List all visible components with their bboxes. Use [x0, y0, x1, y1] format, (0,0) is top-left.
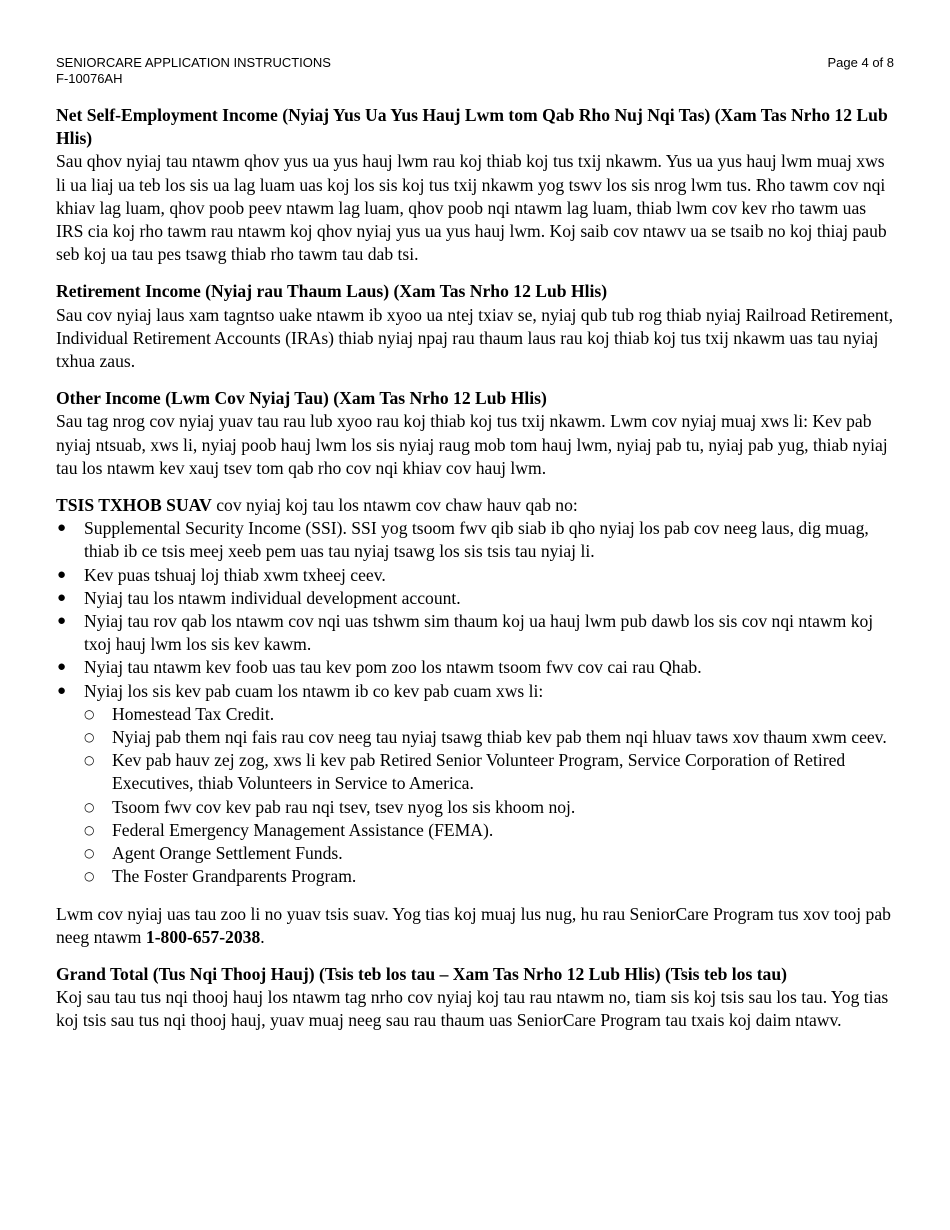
- sub-list-item-text: Agent Orange Settlement Funds.: [112, 843, 343, 864]
- self-employment-body: Sau qhov nyiaj tau ntawm qhov yus ua yus hauj lwm rau koj thiab koj tus txij nkawm. Yus ua yus hauj lwm muaj xws li ua liaj ua teb los sis ua lag luam uas koj los sis koj tus txij nkawm yog tswv los sis nrog lwm tus. Rho tawm cov nqi khiav lag luam, qhov poob peev ntawm lag luam, qhov poob nqi ntawm lag luam, thiab lwm cov kev rho tawm uas IRS cia koj rho tawm rau ntawm koj qhov nyiaj yus ua yus hauj lwm. Koj saib cov ntawv ua se tsaib no koj thiaj paub seb koj ua tau pes tsawg thiab rho tawm tau dab tsi.: [56, 151, 887, 265]
- list-item: [56, 656, 896, 679]
- list-item: [56, 587, 896, 610]
- circle-bullet-icon: ○: [84, 799, 95, 814]
- list-item: [56, 610, 896, 656]
- list-item-text: Nyiaj tau ntawm kev foob uas tau kev pom zoo los ntawm tsoom fwv cov cai rau Qhab.: [84, 657, 702, 678]
- bullet-icon: ●: [57, 659, 67, 676]
- programs-sublist: [84, 703, 896, 889]
- other-note-end: .: [260, 926, 265, 947]
- other-income-body: Sau tag nrog cov nyiaj yuav tau rau lub xyoo rau koj thiab koj tus txij nkawm. Lwm cov nyiaj muaj xws li: Kev pab nyiaj ntsuab, xws li, nyiaj poob hauj lwm los sis nyiaj raug mob tom hauj lwm, nyiaj pab tu, nyiaj pab yug, thiab nyiaj tau los ntawm kev xauj tsev tom qab rho cov nqi khiav cov hauj lwm.: [56, 411, 888, 478]
- sub-list-item: [84, 796, 896, 819]
- sub-list-item-text: Nyiaj pab them nqi fais rau cov neeg tau nyiaj tsawg thiab kev pab them nqi hluav taws xov thaum xwm ceev.: [112, 727, 887, 748]
- sub-list-item: [84, 726, 896, 749]
- other-note-body: Lwm cov nyiaj uas tau zoo li no yuav tsis suav. Yog tias koj muaj lus nug, hu rau SeniorCare Program tus xov tooj pab neeg ntawm: [56, 903, 891, 947]
- exclusions-lead-text: cov nyiaj koj tau los ntawm cov chaw hauv qab no:: [211, 495, 578, 516]
- list-item: [56, 680, 896, 889]
- list-item: [56, 517, 896, 563]
- list-item-text: Nyiaj tau rov qab los ntawm cov nqi uas tshwm sim thaum koj ua hauj lwm pub dawb los sis cov nqi ntawm koj txoj hauj lwm los sis kev kawm.: [84, 611, 874, 655]
- sub-list-item-text: Homestead Tax Credit.: [112, 703, 275, 724]
- sub-list-item-text: The Foster Grandparents Program.: [112, 866, 357, 887]
- exclusions-list: [56, 517, 896, 888]
- grand-total-heading: Grand Total (Tus Nqi Thooj Hauj) (Tsis teb los tau – Xam Tas Nrho 12 Lub Hlis) (Tsis teb los tau): [56, 963, 787, 984]
- circle-bullet-icon: ○: [84, 869, 95, 884]
- circle-bullet-icon: ○: [84, 846, 95, 861]
- exclusions-lead: [56, 494, 896, 517]
- bullet-icon: ●: [57, 613, 67, 630]
- list-item-text: Nyiaj tau los ntawm individual development account.: [84, 587, 461, 608]
- list-item-text: Supplemental Security Income (SSI). SSI yog tsoom fwv qib siab ib qho nyiaj los pab cov neeg laus, dig muag, thiab ib ce tsis meej xeeb pem uas tau nyiaj tsawg los sis tsis tau nyiaj li.: [84, 518, 869, 562]
- retirement-heading: Retirement Income (Nyiaj rau Thaum Laus) (Xam Tas Nrho 12 Lub Hlis): [56, 281, 608, 302]
- sub-list-item: [84, 819, 896, 842]
- sub-list-item: [84, 703, 896, 726]
- retirement-body: Sau cov nyiaj laus xam tagntso uake ntawm ib xyoo ua ntej txiav se, nyiaj qub tub rog thiab nyiaj Railroad Retirement, Individual Retirement Accounts (IRAs) thiab nyiaj npaj rau thaum laus rau koj thiab koj tus txij nkawm uas tau nyiaj txhua zaus.: [56, 304, 893, 372]
- page-content: [56, 104, 896, 1047]
- self-employment-section: [56, 104, 896, 266]
- list-item-text: Kev puas tshuaj loj thiab xwm txheej ceev.: [84, 564, 386, 585]
- other-note-section: [56, 903, 896, 949]
- circle-bullet-icon: ○: [84, 730, 95, 745]
- circle-bullet-icon: ○: [84, 822, 95, 837]
- bullet-icon: ●: [57, 520, 67, 537]
- grand-total-body: Koj sau tau tus nqi thooj hauj los ntawm tag nrho cov nyiaj koj tau rau ntawm no, tiam sis koj tsis sau los tau. Yog tias koj tsis sau tus nqi thooj hauj, yuav muaj neeg sau rau thaum uas SeniorCare Program tau txais koj daim ntawv.: [56, 987, 889, 1031]
- page-number: Page 4 of 8: [827, 55, 894, 70]
- form-id: F-10076AH: [56, 71, 123, 86]
- exclusions-lead-bold: TSIS TXHOB SUAV: [56, 495, 212, 516]
- sub-list-item: [84, 749, 896, 795]
- sub-list-item: [84, 842, 896, 865]
- circle-bullet-icon: ○: [84, 706, 95, 721]
- help-phone-number: 1-800-657-2038: [145, 926, 261, 947]
- retirement-section: [56, 280, 896, 373]
- bullet-icon: ●: [57, 682, 67, 699]
- sub-list-item: [84, 865, 896, 888]
- bullet-icon: ●: [57, 566, 67, 583]
- list-item: [56, 564, 896, 587]
- sub-list-item-text: Federal Emergency Management Assistance (FEMA).: [112, 819, 494, 840]
- other-income-heading: Other Income (Lwm Cov Nyiaj Tau) (Xam Tas Nrho 12 Lub Hlis): [56, 388, 547, 409]
- self-employment-heading: Net Self-Employment Income (Nyiaj Yus Ua Yus Hauj Lwm tom Qab Rho Nuj Nqi Tas) (Xam Tas Nrho 12 Lub Hlis): [56, 105, 888, 149]
- circle-bullet-icon: ○: [84, 753, 95, 768]
- sub-list-item-text: Tsoom fwv cov kev pab rau nqi tsev, tsev nyog los sis khoom noj.: [112, 796, 576, 817]
- bullet-icon: ●: [57, 589, 67, 606]
- sub-list-item-text: Kev pab hauv zej zog, xws li kev pab Retired Senior Volunteer Program, Service Corporation of Retired Executives, thiab Volunteers in Service to America.: [112, 750, 846, 794]
- other-note-text: [56, 903, 896, 949]
- list-item-text: Nyiaj los sis kev pab cuam los ntawm ib co kev pab cuam xws li:: [84, 680, 544, 701]
- document-title: SENIORCARE APPLICATION INSTRUCTIONS: [56, 55, 331, 70]
- other-income-section: [56, 387, 896, 480]
- exclusions-section: [56, 494, 896, 888]
- page-header: [56, 55, 894, 87]
- grand-total-section: [56, 963, 896, 1033]
